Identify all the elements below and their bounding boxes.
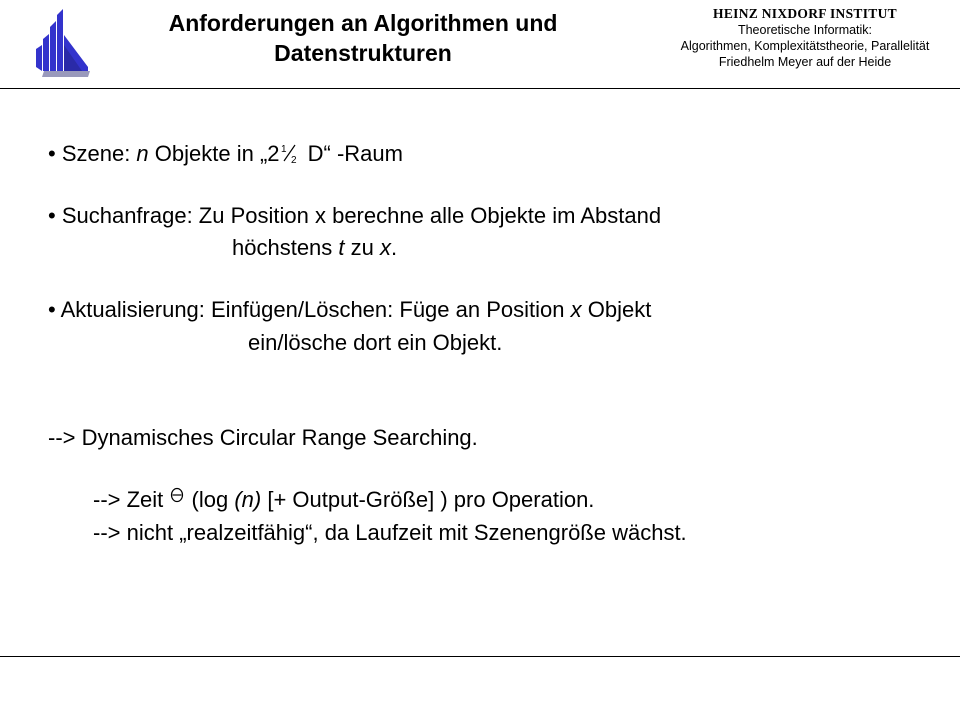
text-fragment: ein/lösche dort ein Objekt. [248, 330, 503, 355]
text-fragment: n [136, 141, 149, 166]
institute-topics: Algorithmen, Komplexitätstheorie, Parallelität [680, 39, 930, 53]
text-fragment: --> Zeit [93, 487, 170, 512]
text-fragment: t [338, 235, 345, 260]
conclusion-line [48, 425, 478, 451]
text-fragment: D“ -Raum [301, 141, 403, 166]
bullet-update [48, 297, 651, 323]
institute-author: Friedhelm Meyer auf der Heide [718, 55, 892, 69]
text-fragment: . [391, 235, 398, 260]
bullet-scene [48, 141, 403, 167]
text-fragment: zu [344, 235, 380, 260]
text-fragment: x [570, 297, 582, 322]
theta-symbol-icon [169, 487, 185, 503]
institute-department: Theoretische Informatik: [737, 23, 873, 37]
bullet-update-continued [248, 330, 502, 356]
text-fragment: Objekt [581, 297, 652, 322]
text-fragment: x [380, 235, 391, 260]
title-line-1: Anforderungen an Algorithmen und [168, 10, 558, 36]
text-fragment: --> Dynamisches Circular Range Searching. [48, 425, 478, 450]
text-fragment: (log [185, 487, 235, 512]
text-fragment: --> nicht „realzeitfähig“, da Laufzeit mit Szenengröße wächst. [93, 520, 687, 545]
title-line-2: Datenstrukturen [274, 40, 452, 66]
bullet-query [48, 203, 661, 229]
text-fragment: Objekte in „2 [148, 141, 280, 166]
text-fragment: • Aktualisierung: Einfügen/Löschen: Füge an Position [48, 297, 571, 322]
one-half-fraction-icon [280, 142, 302, 164]
svg-text:1: 1 [280, 144, 287, 155]
text-fragment: [+ Output-Größe] ) pro Operation. [261, 487, 595, 512]
text-fragment: • Szene: [48, 141, 137, 166]
realtime-line [93, 520, 687, 546]
text-fragment: (n) [234, 487, 262, 512]
text-fragment: höchstens [232, 235, 339, 260]
svg-text:2: 2 [290, 155, 297, 164]
time-complexity-line [93, 487, 594, 513]
text-fragment: • Suchanfrage: Zu Position x berechne alle Objekte im Abstand [48, 203, 662, 228]
bullet-query-continued [232, 235, 397, 261]
institute-name: HEINZ NIXDORF INSTITUT [713, 6, 897, 21]
